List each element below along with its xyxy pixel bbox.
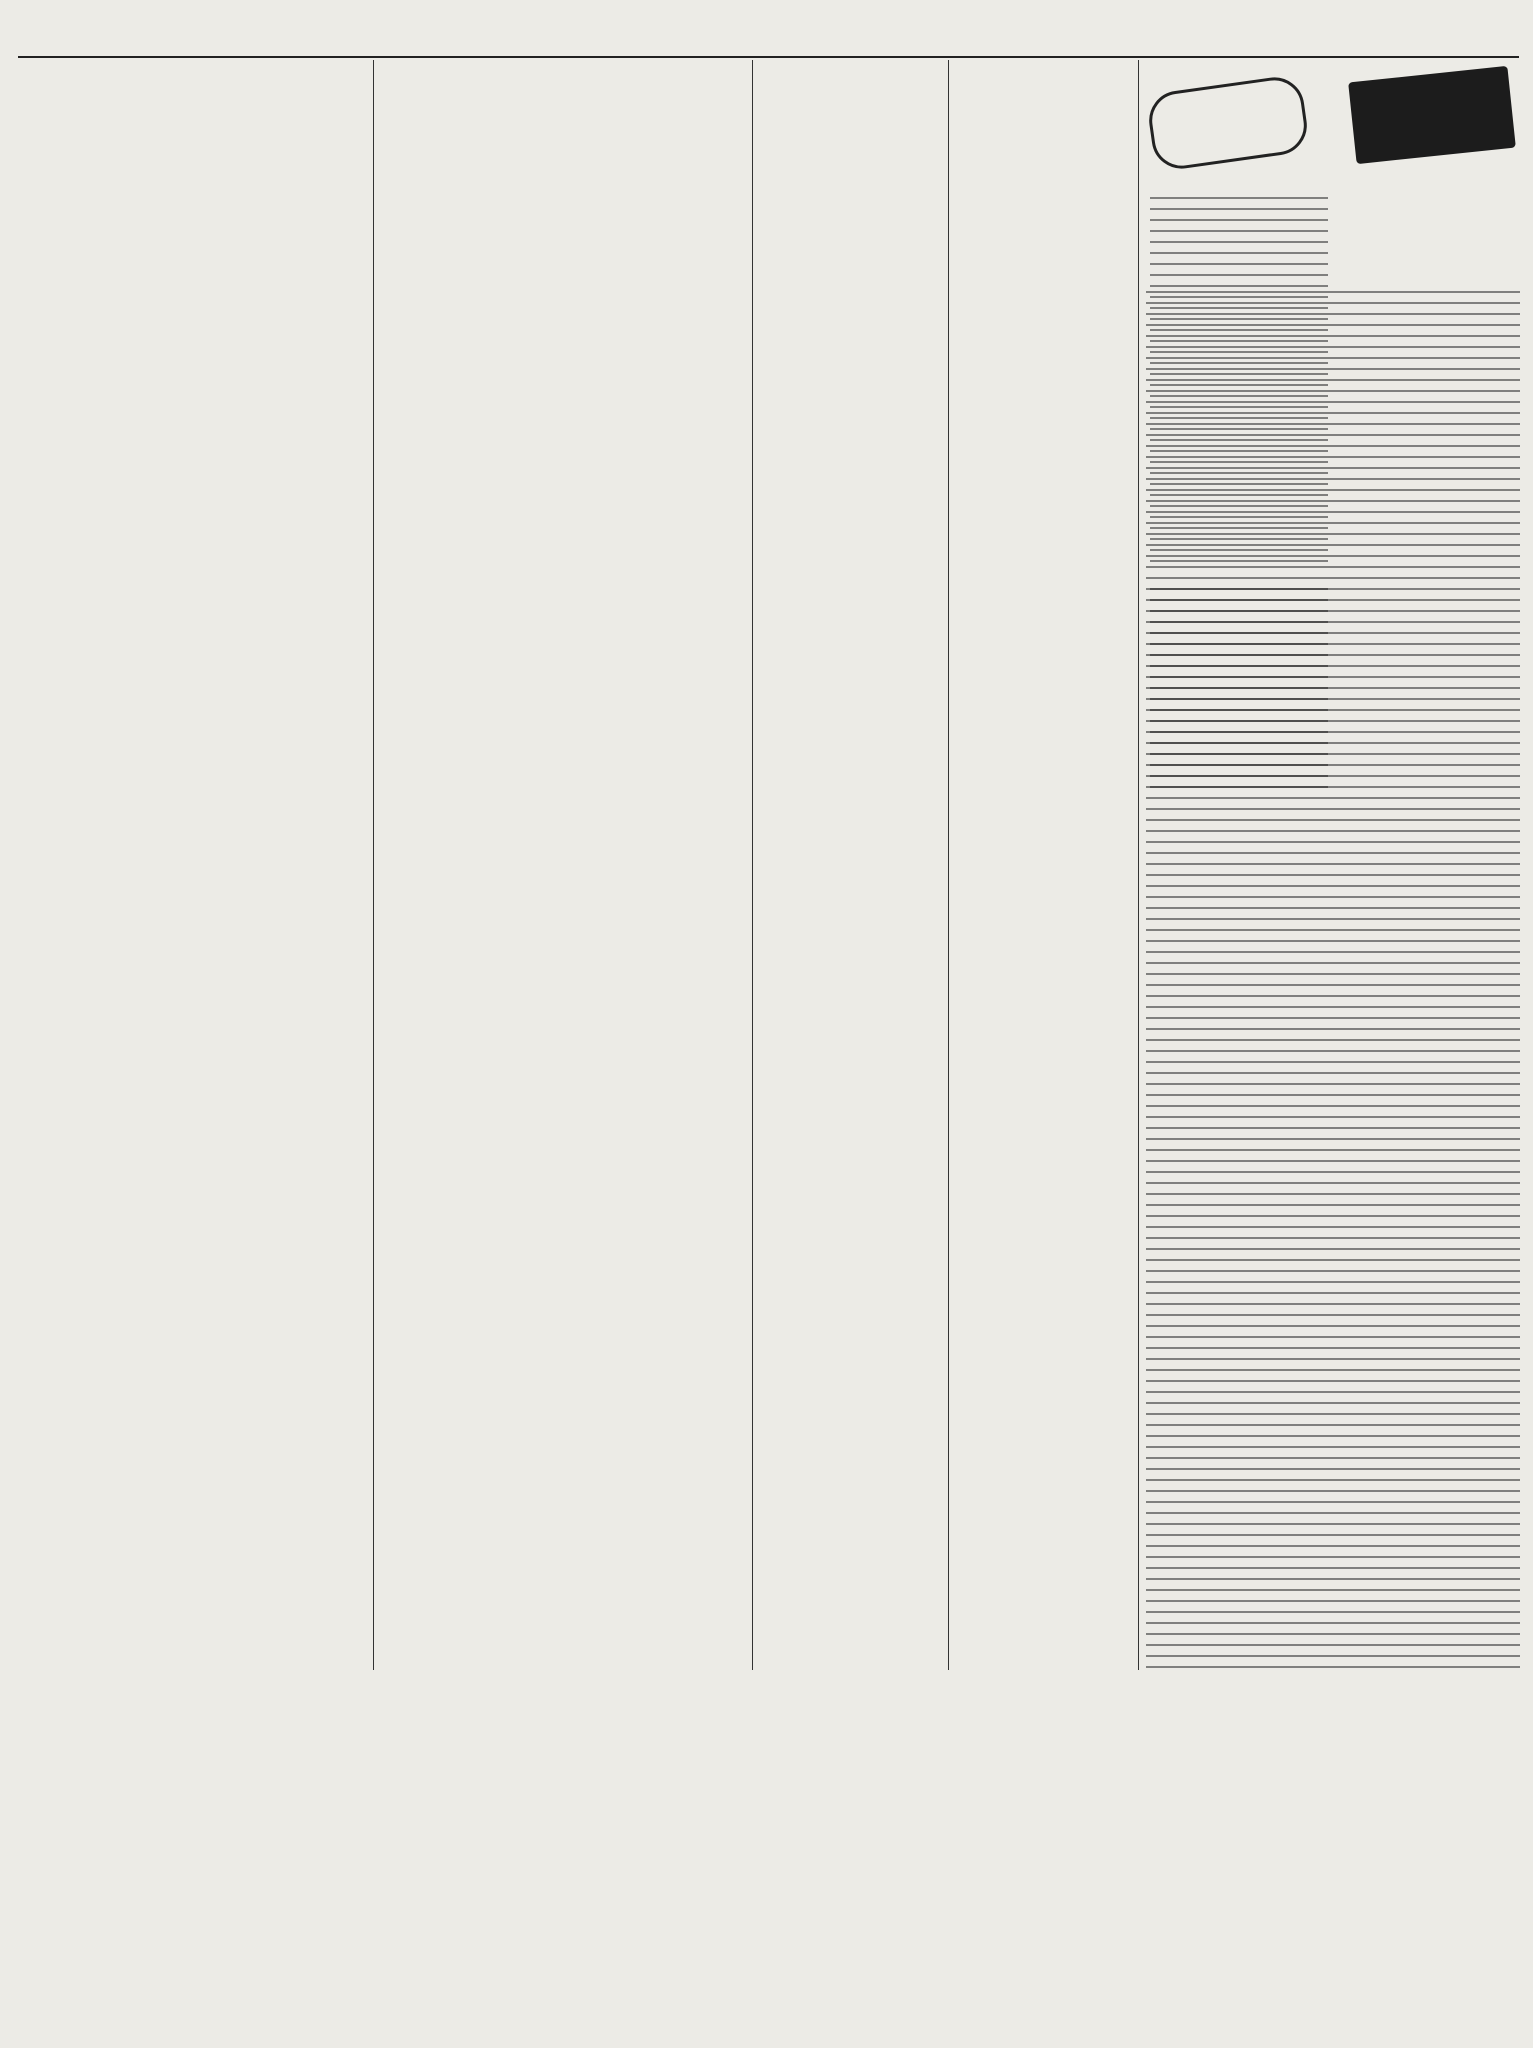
goftogu-section-text — [1150, 588, 1328, 788]
column-divider — [373, 60, 374, 1670]
column-divider — [752, 60, 753, 1670]
goftogu-logo — [1145, 74, 1310, 173]
column-divider — [1138, 60, 1139, 1670]
entegad-logo — [1348, 66, 1516, 164]
header-rule — [18, 56, 1519, 58]
goftogu-section-text — [1150, 196, 1328, 562]
column-divider — [948, 60, 949, 1670]
